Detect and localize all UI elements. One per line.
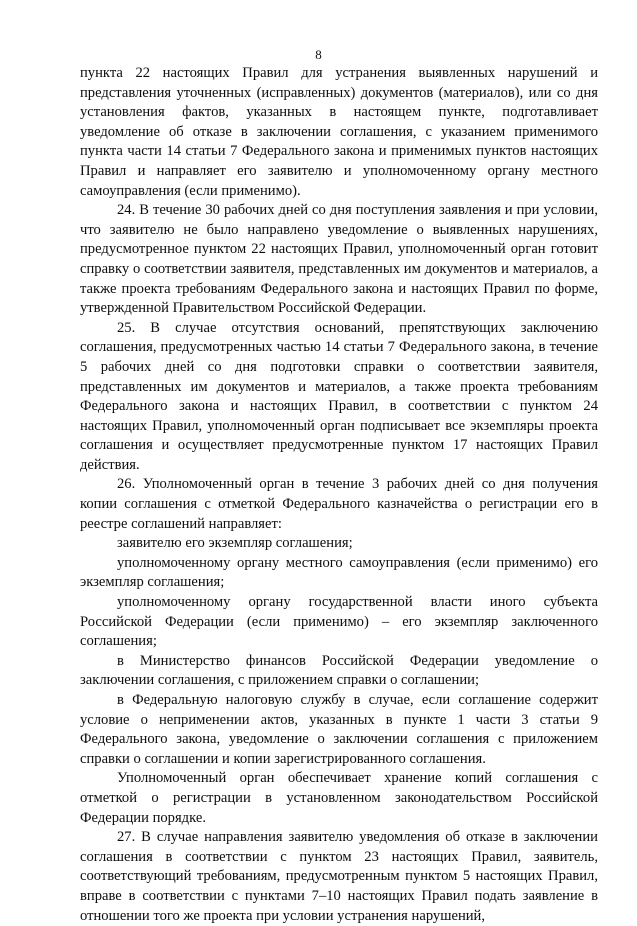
list-item-ministry-of-finance: в Министерство финансов Российской Федерации уведомление о заключении соглашения, с приложением справки о соглашении; (80, 652, 598, 689)
list-item-tax-service: в Федеральную налоговую службу в случае, если соглашение содержит условие о неприменении актов, указанных в пункте 1 части 3 статьи 9 Федерального закона, уведомление о заключении соглашения с приложением справки о соглашении и копии зарегистрированного соглашения. (80, 692, 598, 767)
paragraph-26: 26. Уполномоченный орган в течение 3 рабочих дней со дня получения копии соглашения с отметкой Федерального казначейства о регистрации его в реестре соглашений направляет: (80, 476, 598, 532)
list-item-local-authority: уполномоченному органу местного самоуправления (если применимо) его экземпляр соглашения; (80, 554, 598, 591)
paragraph-continuation: пункта 22 настоящих Правил для устранения выявленных нарушений и представления уточненных (исправленных) документов (материалов), или со дня установления фактов, указанных в настоящем пункте, подготавливает уведомление об отказе в заключении соглашения, с указанием применимого пункта части 14 статьи 7 Федерального закона и применимых пунктов настоящих Правил и направляет его заявителю и уполномоченному органу местного самоуправления (если применимо). (80, 65, 598, 199)
paragraph-25: 25. В случае отсутствия оснований, препятствующих заключению соглашения, предусмотренных частью 14 статьи 7 Федерального закона, в течение 5 рабочих дней со дня подготовки справки о соответствии заявителя, представленных им документов и материалов, а также проекта требованиям Федерального закона и настоящих Правил, в соответствии с пунктом 24 настоящих Правил, уполномоченный орган подписывает все экземпляры проекта соглашения и осуществляет предусмотренные пунктом 17 настоящих Правил действия. (80, 319, 598, 473)
page-number: 8 (315, 47, 322, 62)
paragraph-24: 24. В течение 30 рабочих дней со дня поступления заявления и при условии, что заявителю не было направлено уведомление о выявленных нарушениях, предусмотренное пунктом 22 настоящих Правил, уполномоченный орган готовит справку о соответствии заявителя, представленных им документов и материалов, а также проекта требованиям Федерального закона и настоящих Правил по форме, утвержденной Правительством Российской Федерации. (80, 202, 598, 317)
paragraph-27: 27. В случае направления заявителю уведомления об отказе в заключении соглашения в соответствии с пунктом 23 настоящих Правил, заявитель, соответствующий требованиям, предусмотренным пунктом 5 настоящих Правил, вправе в соответствии с пунктами 7–10 настоящих Правил подать заявление в отношении того же проекта при условии устранения нарушений, (80, 829, 598, 924)
list-item-applicant: заявителю его экземпляр соглашения; (117, 535, 353, 552)
paragraph-storage: Уполномоченный орган обеспечивает хранение копий соглашения с отметкой о регистрации в установленном законодательством Российской Федерации порядке. (80, 770, 598, 826)
list-item-other-subject: уполномоченному органу государственной власти иного субъекта Российской Федерации (если применимо) – его экземпляр заключенного соглашения; (80, 594, 598, 650)
document-body (80, 64, 598, 926)
